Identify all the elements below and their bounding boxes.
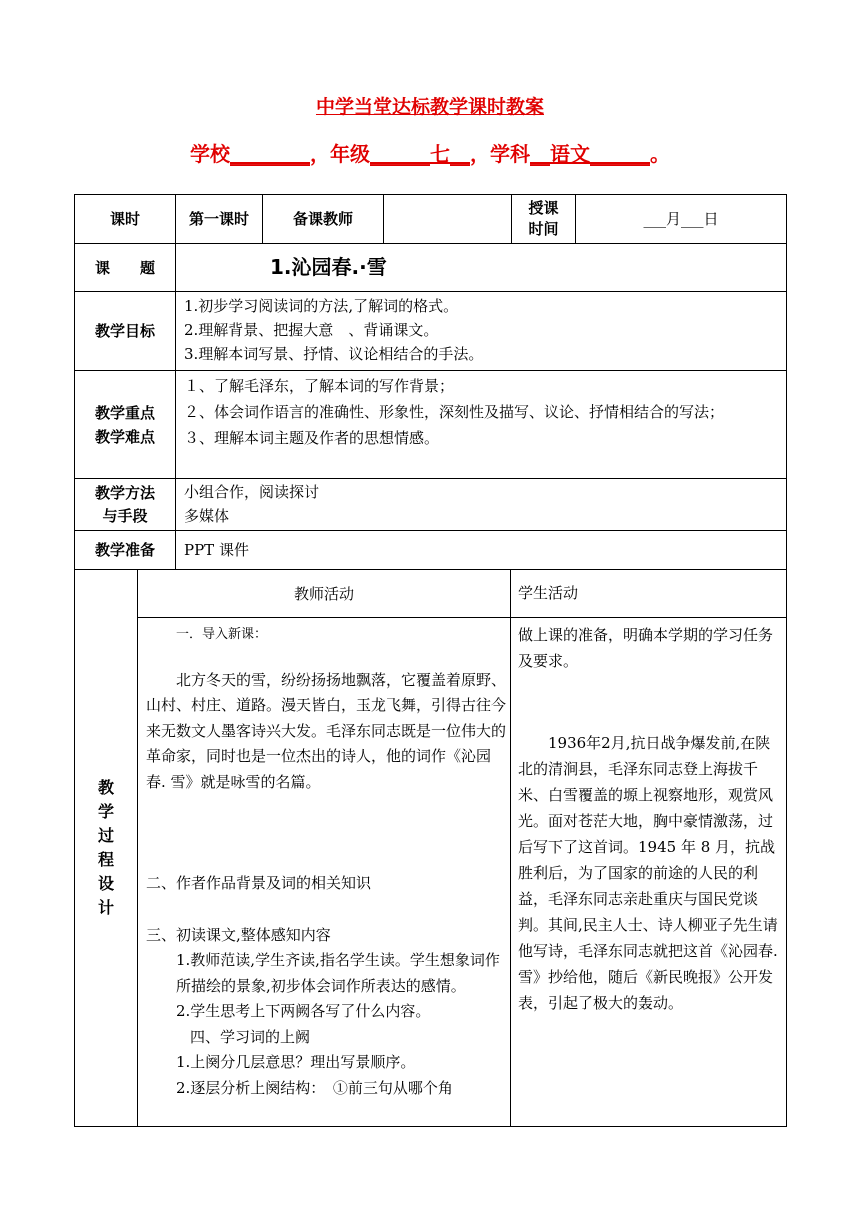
student-para-1: 做上课的准备，明确本学期的学习任务及要求。 [518, 626, 774, 670]
focus-label [75, 371, 175, 478]
subtitle-end: 。 [650, 142, 670, 166]
document-subtitle [0, 138, 860, 167]
process-label-char: 教 [97, 778, 114, 797]
teacher-section-4: 四、学习词的上阙 [190, 1027, 311, 1046]
class-hour-value: 第一课时 [188, 210, 249, 228]
student-para-2: 1936年2月,抗日战争爆发前,在陕北的清涧县，毛泽东同志登上海拔千米、白雪覆盖的塬上视察地形，观赏风光。面对苍茫大地，胸中豪情激荡，过后写下了这首词。1945 年 8 月，抗战胜利后，为了国家的前途的人民的利益，毛泽东同志亲赴重庆与国民党谈判。其间,民主人士、诗人柳亚子先生请他写诗，毛泽东同志就把这首《沁园春. 雪》抄给他，随后《新民晚报》公开发表，引起了极大的轰动。 [518, 734, 778, 1012]
process-label-char: 程 [97, 850, 114, 869]
method-label [75, 479, 175, 530]
method-item-2: 多媒体 [184, 507, 230, 525]
process-label-char: 设 [97, 874, 114, 893]
teacher-para-3b: 2.学生思考上下两阙各写了什么内容。 [176, 1002, 431, 1020]
teacher-section-2: 二、作者作品背景及词的相关知识 [146, 874, 372, 892]
teacher-para-4b: 2.逐层分析上阕结构： ①前三句从哪个角 [176, 1078, 453, 1097]
teacher-section-1: 一．导入新课： [176, 627, 268, 642]
prep-teacher-value [384, 195, 511, 243]
school-label: 学校 [190, 142, 230, 166]
process-label-char: 学 [97, 802, 114, 821]
prep-label: 教学准备 [94, 541, 155, 559]
topic-label: 课 题 [94, 258, 155, 277]
focus-item-2: ２、体会词作语言的准确性、形象性，深刻性及描写、议论、抒情相结合的写法； [184, 403, 725, 421]
subject-value: __语文______ [530, 142, 650, 166]
method-item-1: 小组合作，阅读探讨 [184, 483, 320, 501]
method-label-1: 教学方法 [94, 483, 155, 502]
goal-item-1: 1.初步学习阅读词的方法,了解词的格式。 [184, 297, 459, 315]
grade-value: ______七__ [370, 142, 470, 166]
goals-label: 教学目标 [94, 322, 155, 340]
teacher-para-3a: 1.教师范读,学生齐读,指名学生读。学生想象词作所描绘的景象,初步体会词作所表达的感情。 [176, 951, 500, 995]
teacher-activity-header: 教师活动 [293, 584, 354, 603]
topic-value: 1.沁园春.·雪 [270, 255, 387, 279]
process-label-char: 过 [97, 826, 114, 845]
goal-item-3: 3.理解本词写景、抒情、议论相结合的手法。 [184, 345, 484, 363]
focus-item-3: ３、理解本词主题及作者的思想情感。 [184, 429, 440, 447]
grade-label: ，年级 [310, 142, 370, 166]
teacher-para-4a: 1.上阕分几层意思？理出写景顺序。 [176, 1053, 416, 1071]
method-label-2: 与手段 [102, 506, 148, 525]
focus-label-1: 教学重点 [94, 403, 155, 422]
method-list [184, 480, 782, 530]
class-time-value: ___月___日 [643, 210, 719, 228]
goals-list [184, 294, 782, 370]
teacher-para-1: 北方冬天的雪，纷纷扬扬地飘落，它覆盖着原野、山村、村庄、道路。漫天皆白，玉龙飞舞，引得古往今来无数文人墨客诗兴大发。毛泽东同志既是一位伟大的革命家，同时也是一位杰出的诗人，他的词作《沁园春. 雪》就是咏雪的名篇。 [146, 670, 507, 791]
school-value: ________ [230, 142, 310, 166]
prep-value: PPT 课件 [184, 541, 249, 559]
student-activity [518, 622, 782, 1122]
goal-item-2: 2.理解背景、把握大意 、背诵课文。 [184, 321, 439, 339]
class-hour-label: 课时 [109, 210, 140, 228]
prep-teacher-label: 备课教师 [292, 210, 353, 228]
focus-item-1: １、了解毛泽东，了解本词的写作背景； [184, 377, 455, 395]
focus-label-2: 教学难点 [94, 427, 155, 446]
subject-label: ，学科 [470, 142, 530, 166]
class-time-label: 授课 时间 [528, 199, 559, 238]
process-label-char: 计 [97, 898, 114, 917]
focus-list [184, 373, 782, 477]
teacher-section-3: 三、初读课文,整体感知内容 [146, 925, 331, 944]
document-title: 中学当堂达标教学课时教案 [315, 96, 544, 118]
teacher-activity [146, 622, 506, 1122]
process-label [75, 570, 137, 1126]
student-activity-header: 学生活动 [518, 584, 579, 602]
